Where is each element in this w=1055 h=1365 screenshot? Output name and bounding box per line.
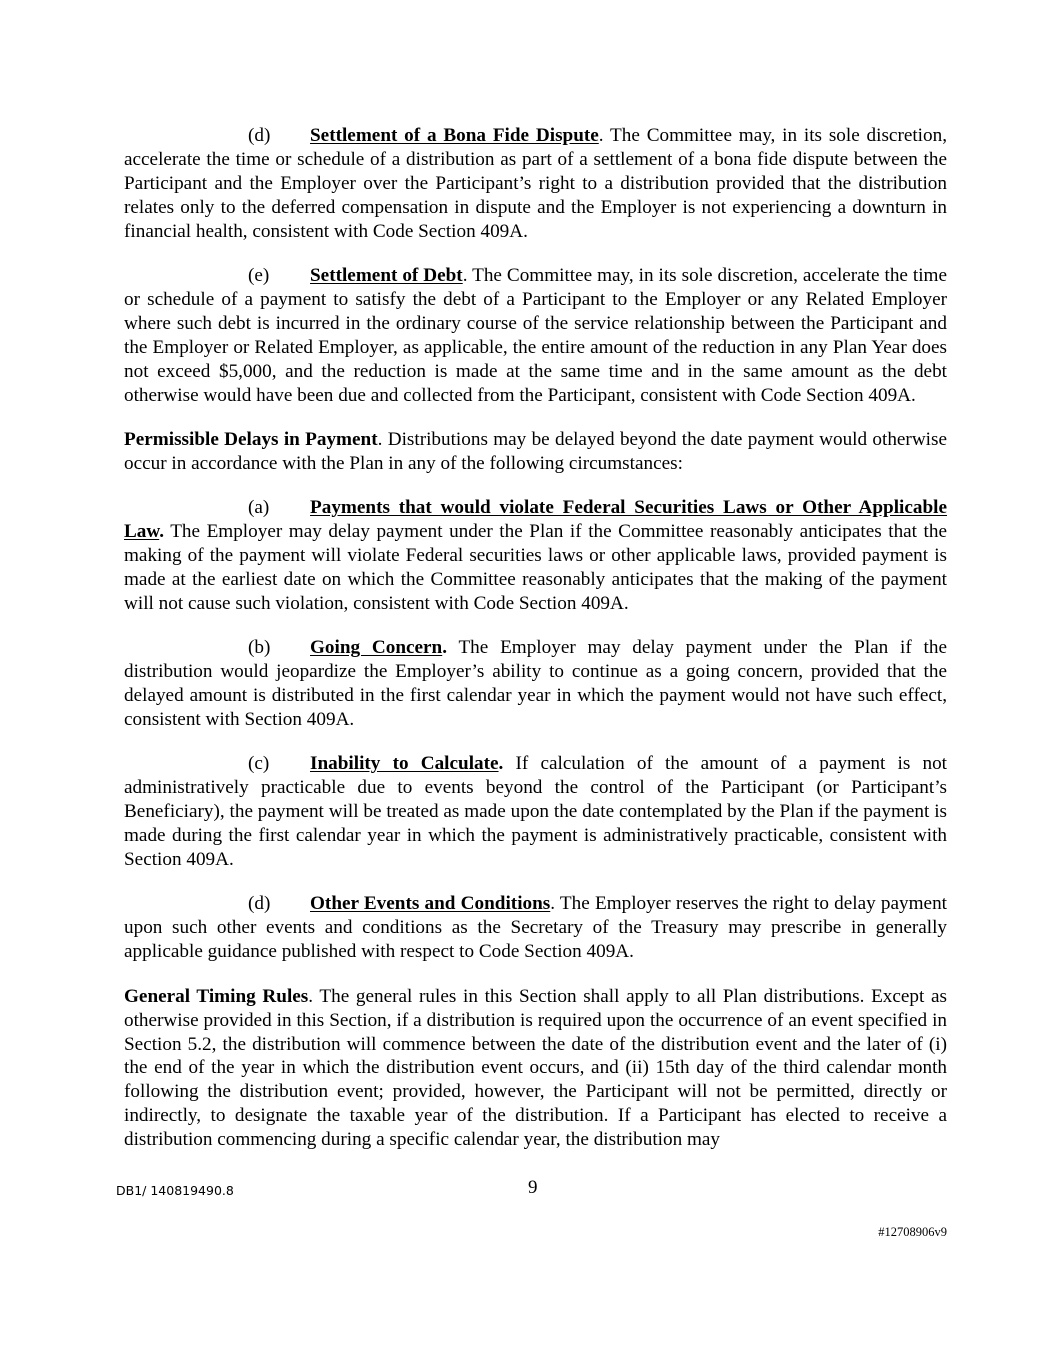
item-body: If calculation of the amount of a payment is not administratively practicable due to events beyond the control of the Participant (or Participant’s Beneficiary), the payment will be treated as made upon the date contemplated by the Plan if the payment is made during the first calendar year in which the payment is administratively practicable, consistent with Section 409A. bbox=[124, 753, 948, 871]
item-label: (a) bbox=[248, 497, 270, 519]
paragraph-settlement-dispute bbox=[124, 124, 947, 244]
paragraph-general-timing bbox=[124, 985, 947, 1152]
item-body: The Employer reserves the right to delay payment upon such other events and conditions as the Secretary of the Treasury may prescribe in generally applicable guidance published with respect to Code Section 409A. bbox=[124, 893, 947, 963]
section-heading: Permissible Delays in Payment bbox=[124, 428, 378, 450]
footer-document-id: DB1/ 140819490.8 bbox=[116, 1183, 234, 1198]
item-heading: Inability to Calculate bbox=[310, 753, 499, 775]
section-body: Distributions may be delayed beyond the date payment would otherwise occur in accordance with the Plan in any of the following circumstances: bbox=[124, 428, 947, 474]
document-page bbox=[124, 124, 947, 1173]
item-heading: Settlement of a Bona Fide Dispute bbox=[310, 125, 599, 146]
item-body: The Committee may, in its sole discretion, accelerate the time or schedule of a payment to satisfy the debt of a Participant to the Employer or any Related Employer where such debt is incurred in the ordinary course of the service relationship between the Participant and the Employer or Related Employer, as applicable, the entire amount of the reduction in any Plan Year does not exceed $5,000, and the reduction is made at the same time and in the same amount as the debt otherwise would have been due and collected from the Participant, consistent with Code Section 409A. bbox=[124, 265, 947, 406]
item-heading: Settlement of Debt bbox=[310, 265, 463, 287]
section-body: The general rules in this Section shall apply to all Plan distributions. Except as otherwise provided in this Section, if a distribution is required upon the occurrence of an event specified in Section 5.2, the distribution will commence between the date of the distribution event and the later of (i) the end of the year in which the distribution event occurs, and (ii) 15th day of the third calendar month following the distribution event; provided, however, the Participant will not be permitted, directly or indirectly, to designate the taxable year of the distribution. If a Participant has elected to receive a distribution commencing during a specific calendar year, the distribution may bbox=[124, 985, 947, 1151]
item-body: The Employer may delay payment under the Plan if the distribution would jeopardize the Employer’s ability to continue as a going concern, provided that the delayed amount is distributed in the first calendar year in which the payment would not have such effect, consistent with Section 409A. bbox=[124, 637, 947, 731]
heading-separator: . bbox=[498, 753, 504, 775]
item-label: (c) bbox=[248, 753, 270, 775]
section-heading: General Timing Rules bbox=[124, 985, 309, 1007]
item-heading: Payments that would violate Federal Securities Laws or Other Applicable Law bbox=[124, 497, 947, 543]
item-label: (b) bbox=[248, 637, 271, 659]
paragraph-other-events bbox=[124, 892, 947, 964]
item-body: The Committee may, in its sole discretion, accelerate the time or schedule of a distribution as part of a settlement of a bona fide dispute between the Participant and the Employer over the Participant’s right to a distribution provided that the distribution relates only to the deferred compensation in dispute and the Employer is not experiencing a downturn in financial health, consistent with Code Section 409A. bbox=[124, 125, 948, 242]
item-label: (d) bbox=[248, 893, 271, 915]
item-label: (e) bbox=[248, 265, 270, 287]
paragraph-inability-calculate bbox=[124, 752, 947, 872]
heading-separator: . bbox=[550, 893, 556, 915]
heading-separator: . bbox=[377, 428, 383, 450]
heading-separator: . bbox=[442, 637, 448, 659]
item-heading: Going Concern bbox=[310, 637, 443, 659]
paragraph-securities-laws bbox=[124, 496, 947, 616]
paragraph-permissible-delays bbox=[124, 428, 947, 476]
heading-separator: . bbox=[598, 125, 604, 146]
document-reference: #12708906v9 bbox=[878, 1225, 947, 1239]
page-number: 9 bbox=[528, 1177, 538, 1198]
paragraph-going-concern bbox=[124, 636, 947, 732]
item-body: The Employer may delay payment under the Plan if the Committee reasonably anticipates that the making of the payment will violate Federal securities laws or other applicable laws, provided payment is made at the earliest date on which the Committee reasonably anticipates that the making of the payment will not cause such violation, consistent with Code Section 409A. bbox=[124, 521, 947, 614]
heading-separator: . bbox=[462, 265, 468, 287]
item-label: (d) bbox=[248, 125, 271, 146]
heading-separator: . bbox=[159, 521, 164, 543]
heading-separator: . bbox=[308, 985, 314, 1007]
paragraph-settlement-debt bbox=[124, 264, 947, 407]
item-heading: Other Events and Conditions bbox=[310, 893, 551, 915]
